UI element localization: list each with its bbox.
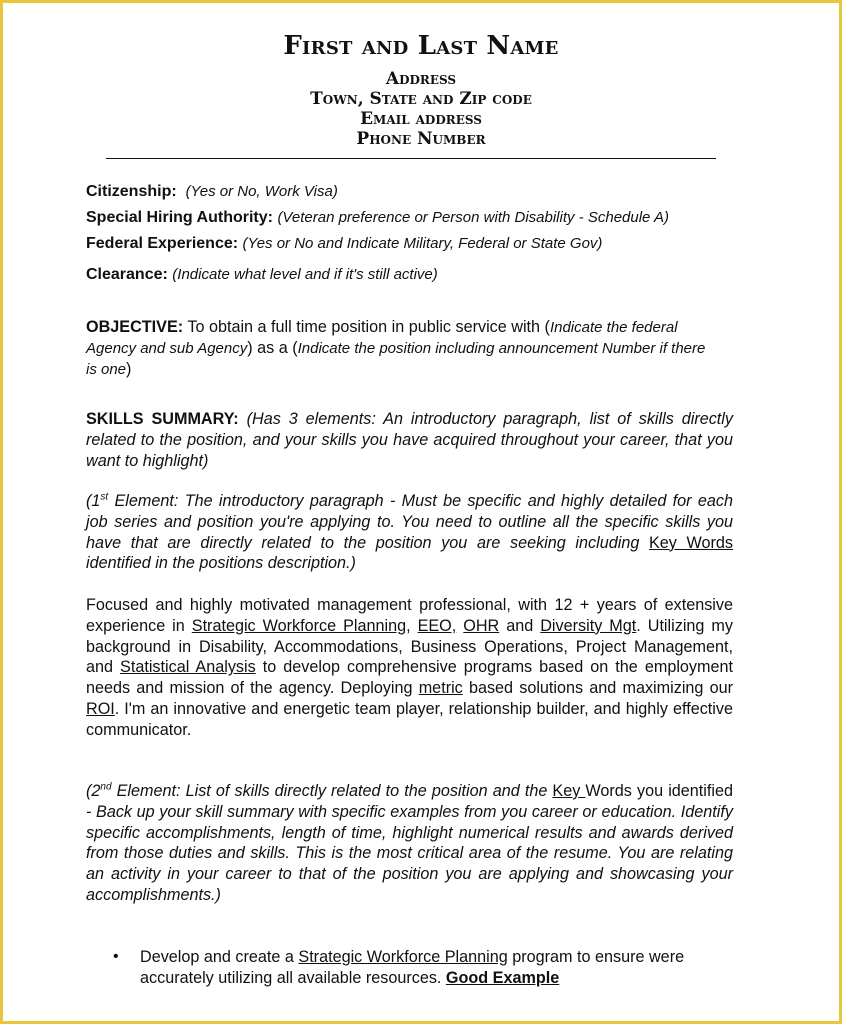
objective-label: OBJECTIVE: — [86, 318, 184, 336]
kw-strategic-workforce-planning: Strategic Workforce Planning — [191, 616, 407, 635]
kw-metric: metric — [418, 679, 463, 698]
summary-text-4: and — [499, 616, 541, 635]
header-divider — [106, 158, 716, 159]
element-one-end: identified in the positions description.) — [86, 554, 356, 573]
bullet-item — [140, 947, 740, 989]
bullet-dot: • — [113, 948, 119, 965]
bullet-text-1: Develop and create a — [140, 948, 299, 966]
bullet-text-2: program to ensure were accurately utilizing all available resources. — [140, 948, 685, 987]
element-two-text: (2 — [86, 782, 101, 800]
email-line: Email address — [360, 109, 482, 129]
good-example-label: Good Example — [445, 969, 560, 987]
hiring-authority-label: Special Hiring Authority: — [86, 209, 273, 226]
clearance-value: (Indicate what level and if it's still active) — [172, 266, 438, 283]
citizenship-label: Citizenship: — [86, 183, 177, 200]
element-one-text: (1 — [86, 492, 101, 510]
kw-ohr: OHR — [463, 616, 500, 635]
hiring-authority-field — [86, 209, 669, 227]
applicant-name: First and Last Name — [283, 31, 559, 61]
federal-experience-label: Federal Experience: — [86, 235, 239, 252]
summary-text-5: . Utilizing my background in Disability, Accommodations, Business Operations, Project Management, and — [86, 616, 733, 677]
kw-roi: ROI — [86, 699, 115, 718]
objective-position: Indicate the position including announcement Number if there is one — [86, 340, 706, 378]
kw-eeo: EEO, — [417, 616, 457, 635]
summary-paragraph — [86, 595, 733, 741]
summary-text-8: . I'm an innovative and energetic team player, relationship builder, and highly effective communicator. — [86, 699, 733, 739]
element-one-body: Element: The introductory paragraph - Must be specific and highly detailed for each job series and position you're applying to. You need to outline all the specific skills you have that are directly related to the position you are seeking including — [86, 492, 733, 552]
summary-text-6: to develop comprehensive programs based on the employment needs and mission of the agency. Deploying — [86, 658, 734, 698]
objective-text-2: ) as a ( — [247, 339, 298, 357]
objective-text: To obtain a full time position in public service with ( — [183, 318, 550, 336]
clearance-label: Clearance: — [86, 266, 168, 283]
summary-text-1: Focused and highly motivated management professional, with 12 + years of extensive experience in — [86, 596, 733, 635]
objective-text-3: ) — [126, 360, 132, 378]
element-two-end: - Back up your skill summary with specific examples from you career or education. Identify specific accomplishments, length of time, highlight numerical results and awards derived from those duties and skills. This is the most critical area of the resume. You are relating an activity in your career to that of the position you are applying and showcasing your accomplishments.) — [86, 802, 733, 904]
federal-experience-field — [86, 235, 602, 253]
element-one-paragraph — [86, 491, 733, 574]
skills-summary-intro: (Has 3 elements: An introductory paragraph, list of skills directly related to the position, and your skills you have acquired throughout your career, that you want to highlight) — [86, 410, 733, 470]
address-line: Address — [385, 69, 457, 89]
skills-summary-label: SKILLS SUMMARY: — [86, 410, 239, 428]
element-two-body: Element: List of skills directly related to the position and the — [111, 782, 553, 800]
clearance-field — [86, 266, 438, 284]
skills-summary-section — [86, 409, 733, 471]
summary-text-2: , — [406, 616, 418, 635]
hiring-authority-value: (Veteran preference or Person with Disability - Schedule A) — [277, 209, 670, 226]
words-identified: Words you identified — [585, 782, 733, 800]
key-link: Key — [552, 782, 586, 800]
kw-diversity-mgt: Diversity Mgt — [540, 616, 637, 635]
federal-experience-value: (Yes or No and Indicate Military, Federal or State Gov) — [242, 235, 603, 252]
kw-statistical-analysis: Statistical Analysis — [120, 658, 256, 677]
citizenship-field — [86, 183, 338, 201]
phone-line: Phone Number — [356, 129, 486, 149]
objective-section — [86, 317, 706, 380]
element-two-sup: nd — [100, 781, 112, 793]
element-one-sup: st — [100, 491, 109, 503]
town-line: Town, State and Zip code — [310, 89, 532, 109]
element-two-paragraph — [86, 781, 733, 906]
resume-page — [3, 3, 839, 1021]
bullet-kw-swp: Strategic Workforce Planning — [298, 948, 508, 966]
key-words-link: Key Words — [648, 533, 733, 552]
objective-agency: Indicate the federal Agency and sub Agency — [86, 319, 678, 357]
citizenship-value: (Yes or No, Work Visa) — [185, 183, 338, 200]
summary-text-7: based solutions and maximizing our — [462, 679, 734, 698]
